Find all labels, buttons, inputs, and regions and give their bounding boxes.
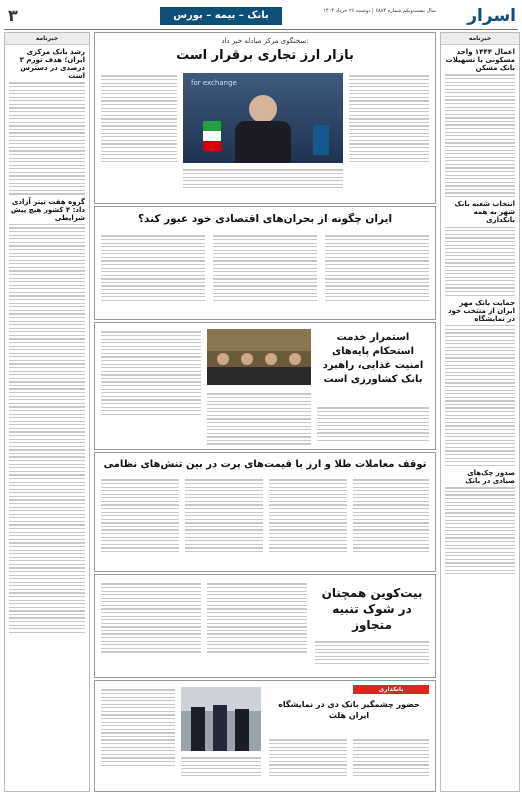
logo-stand-icon	[313, 125, 329, 155]
article6-body-col2	[269, 737, 347, 779]
article5-body-col2	[207, 581, 307, 655]
article5-body-col3	[315, 639, 429, 666]
article3-body-left	[101, 329, 201, 417]
right-headline-1: اعمال ۱۴۴۴ واحد مسکونی با تسهیلات بانک مسکن	[445, 48, 515, 72]
right-body-text-4	[445, 487, 515, 574]
article2-body-col1	[101, 233, 205, 303]
left-body-text-2	[9, 224, 85, 633]
issue-line: سال بیست‌ویکم شماره ۶۸۸۴ | دوشنبه ۲۶ خرداد ۱۴۰۴	[323, 8, 436, 14]
main-content	[94, 32, 436, 792]
article3-body-right	[317, 405, 429, 443]
article1-title: بازار ارز تجاری برقرار است	[176, 48, 354, 63]
article2-body-col2	[213, 233, 317, 303]
article1-photo-caption: for exchange	[191, 79, 237, 87]
article6-photo	[181, 687, 261, 751]
article-gold-forex-halt	[94, 452, 436, 572]
left-column-heading: خبرنامه	[5, 33, 89, 45]
article3-body-mid	[207, 391, 311, 447]
article1-photo-text	[183, 167, 343, 191]
masthead-logo	[448, 2, 518, 27]
article3-title: استمرار خدمت استحکام پایه‌های امنیت غذایی، راهبرد بانک کشاورزی است	[322, 332, 424, 385]
section-band: بانک – بیمه – بورس	[160, 7, 282, 25]
article6-title: حضور چشمگیر بانک دی در نمایشگاه ایران هلث	[278, 700, 420, 720]
page-header	[0, 0, 522, 28]
flag-icon	[203, 121, 221, 151]
article-bitcoin	[94, 574, 436, 678]
article6-body-col3	[353, 737, 429, 779]
page-number: ۳	[8, 6, 18, 25]
article6-photo-text	[181, 755, 261, 779]
left-headline-2: گروه هفت تیتر آزادی داد: ۴ کشور هیچ پیش شرایطی	[10, 197, 85, 222]
article-forex-market	[94, 32, 436, 204]
article1-body-left	[101, 73, 177, 165]
right-body-text-1	[445, 74, 515, 197]
article-economic-crisis	[94, 206, 436, 320]
article1-body-right	[349, 73, 429, 165]
right-headline-2: انتخاب شعبه بانک شهر به همه بانکداری	[454, 200, 515, 225]
left-news-column	[4, 32, 90, 792]
article4-title: توقف معاملات طلا و ارز با قیمت‌های پرت در بین تنش‌های نظامی	[103, 459, 427, 470]
article3-photo	[207, 329, 311, 385]
header-rule	[4, 29, 518, 30]
article-agriculture-bank	[94, 322, 436, 450]
article4-body-col4	[353, 477, 429, 555]
article1-photo	[183, 73, 343, 163]
left-headline-1: رشد بانک مرکزی ایران؛ هدف تورم ۳ درصدی در دسترس است	[19, 48, 85, 80]
masthead-text: اسرار	[467, 6, 516, 26]
article6-section-tag: بانکداری	[353, 685, 429, 694]
article-bank-day-expo	[94, 680, 436, 792]
speaker-head	[249, 95, 277, 123]
right-column-heading: خبرنامه	[441, 33, 519, 45]
right-headline-3: حمایت بانک مهر ایران از منتخب خود در نمایشگاه	[447, 298, 515, 323]
article4-body-col1	[101, 477, 179, 555]
article6-body-col1	[101, 687, 175, 768]
article4-body-col2	[185, 477, 263, 555]
article5-body-col1	[101, 581, 201, 655]
right-headline-4: صدور چک‌های صیادی در بانک	[465, 468, 515, 485]
left-body-text-1	[9, 82, 85, 194]
article4-body-col3	[269, 477, 347, 555]
article2-title: ایران چگونه از بحران‌های اقتصادی خود عبور کند؟	[137, 213, 393, 225]
article5-title: بیت‌کوین همچنان در شوک تنبیه متجاوز	[321, 586, 423, 632]
right-body-text-2	[445, 227, 515, 296]
right-body-text-3	[445, 325, 515, 466]
right-news-column	[440, 32, 520, 792]
article2-body-col3	[325, 233, 429, 303]
article1-kicker: سخنگوی مرکز مبادله خبر داد:	[221, 37, 309, 45]
speaker-body	[235, 121, 291, 163]
